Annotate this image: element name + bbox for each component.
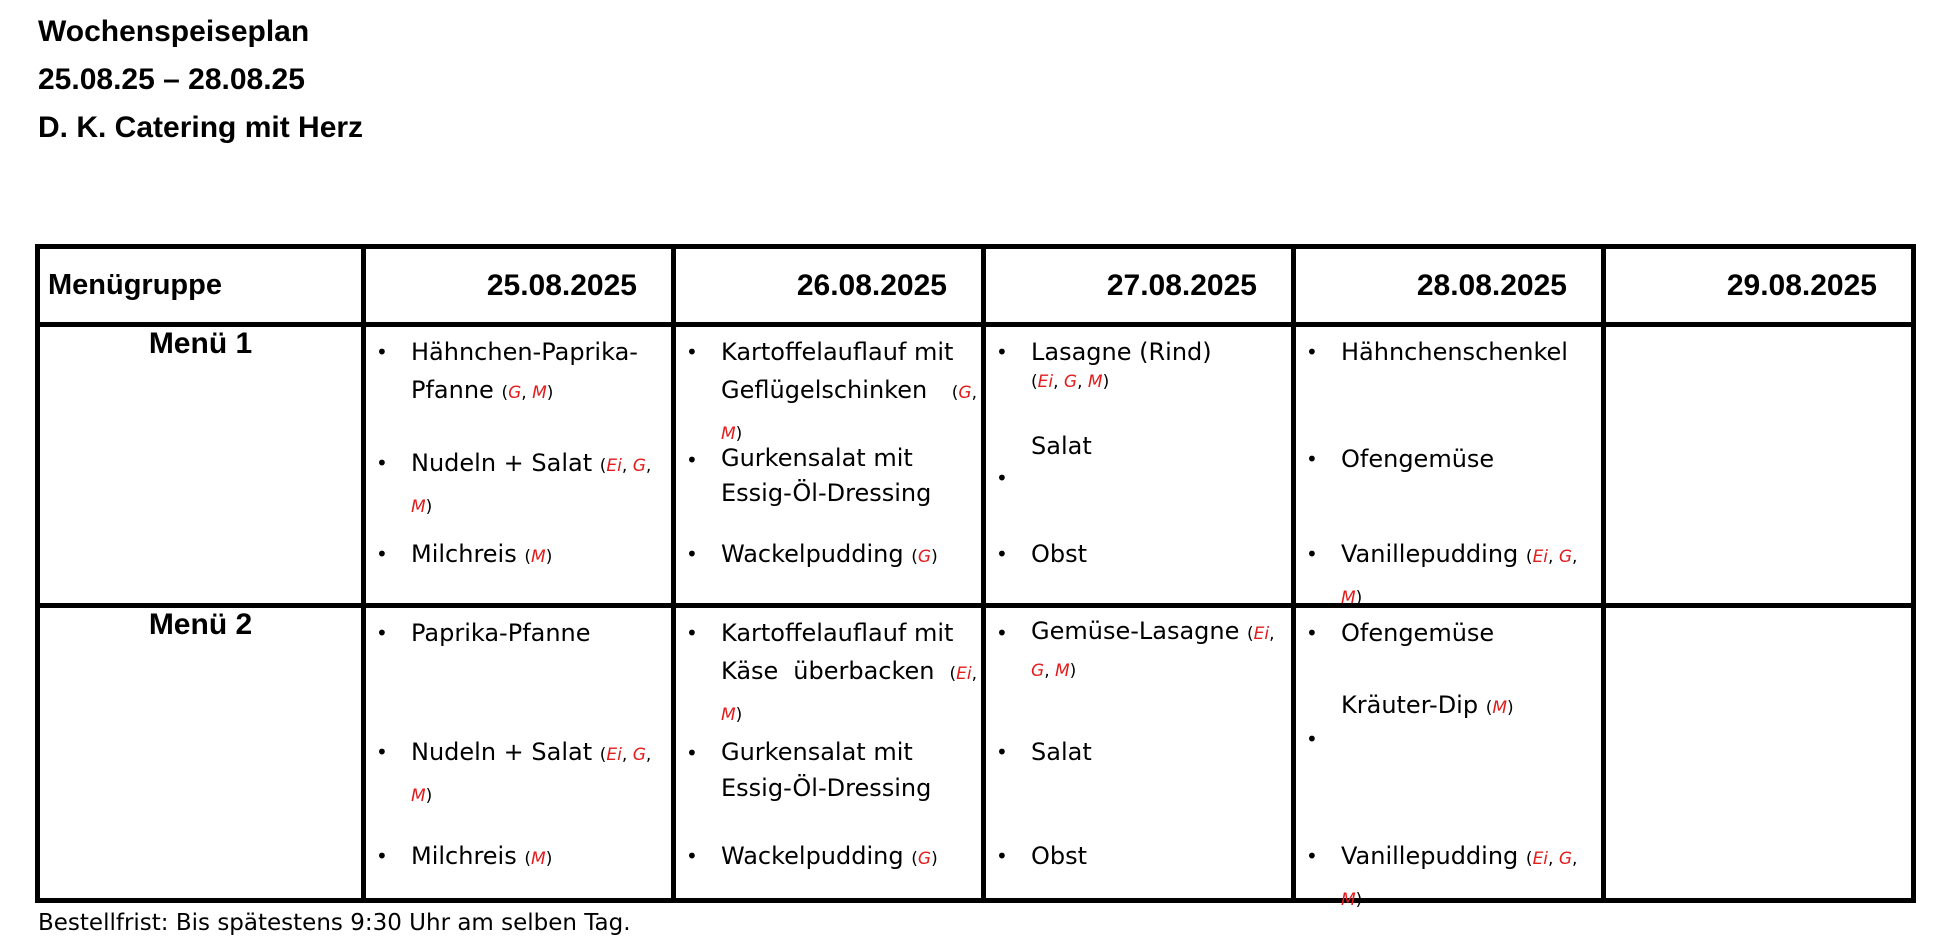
allergens: (G, M): [721, 383, 977, 444]
dish-name: Vanillepudding: [1341, 842, 1519, 870]
allergens: (Ei, G, M): [1341, 547, 1578, 608]
bullet: •: [376, 451, 388, 475]
bullet: •: [996, 621, 1008, 645]
list-item: [1306, 686, 1597, 751]
dish-name: Kartoffelauflauf mit: [721, 619, 954, 647]
allergens: (Ei, G, M): [1031, 624, 1275, 681]
dish-name: Käse überbacken: [721, 657, 935, 685]
dish-name: Pfanne: [411, 376, 494, 404]
table-row: [38, 325, 1914, 606]
dish-name: Kräuter-Dip: [1341, 691, 1479, 719]
day-cell: [364, 325, 674, 606]
date-header: 28.08.2025: [1294, 247, 1604, 325]
allergens: (G): [911, 849, 938, 869]
list-item: [996, 535, 1287, 573]
date-header: 29.08.2025: [1604, 247, 1914, 325]
dish-name: Gurkensalat mit: [721, 738, 913, 766]
date-range: 25.08.25 – 28.08.25: [38, 63, 305, 96]
list-item: [686, 614, 977, 734]
allergens: (G, M): [501, 383, 554, 403]
dish-name: Gurkensalat mit: [721, 444, 913, 472]
allergens: (Ei, M): [721, 664, 977, 725]
dish-name: Obst: [1031, 842, 1088, 870]
list-item: [996, 333, 1287, 393]
day-cell: [674, 606, 984, 901]
bullet: •: [686, 542, 698, 566]
dish-name: Essig-Öl-Dressing: [721, 774, 932, 802]
dish-name: Lasagne (Rind): [1031, 338, 1212, 366]
dish-name: Salat: [1031, 738, 1092, 766]
page-header: [38, 8, 363, 152]
list-item: [686, 333, 977, 453]
bullet: •: [1306, 621, 1318, 645]
day-cell: [984, 606, 1294, 901]
list-item: [686, 535, 977, 576]
allergens: (Ei, G, M): [411, 456, 652, 517]
dish-name: Kartoffelauflauf mit: [721, 338, 954, 366]
list-item: [686, 734, 977, 806]
dish-name: Ofengemüse: [1341, 445, 1495, 473]
bullet: •: [686, 741, 698, 765]
dish-name: Gemüse-Lasagne: [1031, 617, 1240, 645]
list-item: [996, 837, 1287, 875]
day-cell: [984, 325, 1294, 606]
list-item: [686, 837, 977, 878]
dish-name: Milchreis: [411, 540, 517, 568]
day-cell: [1294, 606, 1604, 910]
bullet: •: [1306, 542, 1318, 566]
dish-name: Vanillepudding: [1341, 540, 1519, 568]
list-item: [996, 733, 1287, 771]
bullet: •: [686, 448, 698, 472]
bullet: •: [376, 740, 388, 764]
list-item: [376, 535, 667, 576]
page-title: Wochenspeiseplan: [38, 15, 310, 48]
dish-name: Milchreis: [411, 842, 517, 870]
menu-group-header: Menügruppe: [38, 247, 364, 325]
allergens: (Ei, G, M): [1031, 372, 1110, 392]
bullet: •: [376, 621, 388, 645]
bullet: •: [996, 844, 1008, 868]
date-header: 27.08.2025: [984, 247, 1294, 325]
list-item: [686, 441, 977, 511]
bullet: •: [996, 542, 1008, 566]
list-item: [376, 444, 667, 526]
allergens: (G): [911, 547, 938, 567]
meal-plan-table: [35, 244, 1916, 910]
bullet: •: [1306, 727, 1318, 751]
allergens: (M): [1485, 698, 1514, 718]
bullet: •: [1306, 844, 1318, 868]
bullet: •: [376, 844, 388, 868]
list-item: [376, 837, 667, 878]
bullet: •: [1306, 447, 1318, 471]
dish-name: Ofengemüse: [1341, 619, 1495, 647]
allergens: (M): [524, 547, 553, 567]
list-item: [1306, 837, 1597, 919]
bullet: •: [996, 740, 1008, 764]
list-item: [376, 614, 667, 652]
dish-name: Obst: [1031, 540, 1088, 568]
table-header-row: [38, 247, 1914, 325]
dish-name: Geflügelschinken: [721, 376, 928, 404]
order-deadline-note: Bestellfrist: Bis spätestens 9:30 Uhr am selben Tag.: [38, 910, 631, 936]
dish-name: Wackelpudding: [721, 842, 904, 870]
dish-name: Wackelpudding: [721, 540, 904, 568]
list-item: [996, 614, 1287, 688]
day-cell-empty: [1604, 325, 1914, 606]
list-item: [1306, 614, 1597, 652]
bullet: •: [376, 340, 388, 364]
menu-label: Menü 1: [38, 325, 364, 606]
list-item: [1306, 333, 1597, 371]
day-cell: [1294, 325, 1604, 606]
dish-name: Essig-Öl-Dressing: [721, 479, 932, 507]
dish-name: Hähnchen-Paprika-: [411, 338, 638, 366]
bullet: •: [1306, 340, 1318, 364]
list-item: [1306, 440, 1597, 478]
menu-label: Menü 2: [38, 606, 364, 901]
bullet: •: [686, 340, 698, 364]
bullet: •: [686, 844, 698, 868]
dish-name: Nudeln + Salat: [411, 449, 593, 477]
allergens: (Ei, G, M): [1341, 849, 1578, 910]
date-header: 26.08.2025: [674, 247, 984, 325]
list-item: [376, 333, 667, 412]
dish-name: Nudeln + Salat: [411, 738, 593, 766]
list-item: [376, 733, 667, 815]
day-cell: [674, 325, 984, 606]
bullet: •: [376, 542, 388, 566]
dish-name: Hähnchenschenkel: [1341, 338, 1568, 366]
date-header: 25.08.2025: [364, 247, 674, 325]
dish-name: Salat: [1031, 432, 1092, 460]
table-row: [38, 606, 1914, 901]
bullet: •: [686, 621, 698, 645]
allergens: (Ei, G, M): [411, 745, 652, 806]
dish-name: Paprika-Pfanne: [411, 619, 591, 647]
day-cell-empty: [1604, 606, 1914, 901]
list-item: [996, 427, 1287, 490]
bullet: •: [996, 340, 1008, 364]
day-cell: [364, 606, 674, 901]
company-name: D. K. Catering mit Herz: [38, 111, 364, 144]
bullet: •: [996, 466, 1008, 490]
allergens: (M): [524, 849, 553, 869]
